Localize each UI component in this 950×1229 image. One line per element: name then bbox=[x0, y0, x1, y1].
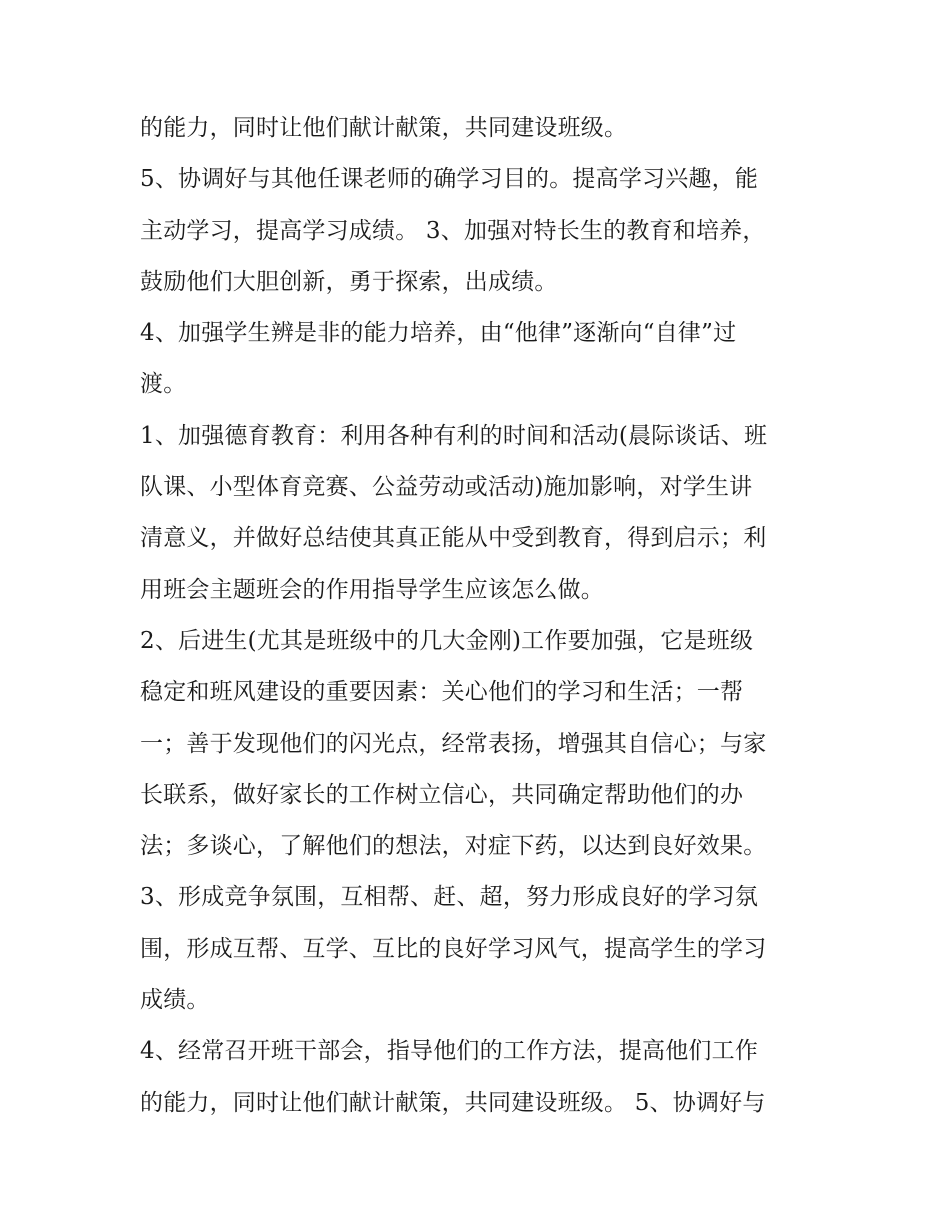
text-line: 的能力，同时让他们献计献策，共同建设班级。 5、协调好与 bbox=[140, 1089, 766, 1116]
text-line: 4、经常召开班干部会，指导他们的工作方法，提高他们工作 bbox=[140, 1038, 759, 1065]
text-line: 渡。 bbox=[140, 371, 187, 398]
text-line: 5、协调好与其他任课老师的确学习目的。提高学习兴趣，能 bbox=[140, 166, 759, 193]
text-line: 1、加强德育教育：利用各种有利的时间和活动(晨际谈话、班 bbox=[140, 422, 768, 449]
text-line: 清意义，并做好总结使其真正能从中受到教育，得到启示；利 bbox=[140, 525, 767, 552]
text-line: 长联系，做好家长的工作树立信心，共同确定帮助他们的办 bbox=[140, 781, 744, 808]
text-line: 用班会主题班会的作用指导学生应该怎么做。 bbox=[140, 576, 604, 603]
text-line: 2、后进生(尤其是班级中的几大金刚)工作要加强，它是班级 bbox=[140, 627, 754, 654]
text-line: 3、形成竞争氛围，互相帮、赶、超，努力形成良好的学习氛 bbox=[140, 884, 759, 911]
body-text bbox=[140, 103, 820, 1129]
text-line: 围，形成互帮、互学、互比的良好学习风气，提高学生的学习 bbox=[140, 935, 767, 962]
text-line: 成绩。 bbox=[140, 987, 210, 1014]
text-line: 队课、小型体育竞赛、公益劳动或活动)施加影响，对学生讲 bbox=[140, 474, 753, 501]
text-line: 一；善于发现他们的闪光点，经常表扬，增强其自信心；与家 bbox=[140, 730, 767, 757]
text-line: 4、加强学生辨是非的能力培养，由“他律”逐渐向“自律”过 bbox=[140, 320, 737, 347]
text-line: 法；多谈心，了解他们的想法，对症下药，以达到良好效果。 bbox=[140, 833, 767, 860]
text-line: 主动学习，提高学习成绩。 3、加强对特长生的教育和培养， bbox=[140, 217, 766, 244]
text-line: 的能力，同时让他们献计献策，共同建设班级。 bbox=[140, 115, 628, 141]
text-line: 稳定和班风建设的重要因素：关心他们的学习和生活；一帮 bbox=[140, 679, 744, 706]
text-line: 鼓励他们大胆创新，勇于探索，出成绩。 bbox=[140, 268, 558, 295]
